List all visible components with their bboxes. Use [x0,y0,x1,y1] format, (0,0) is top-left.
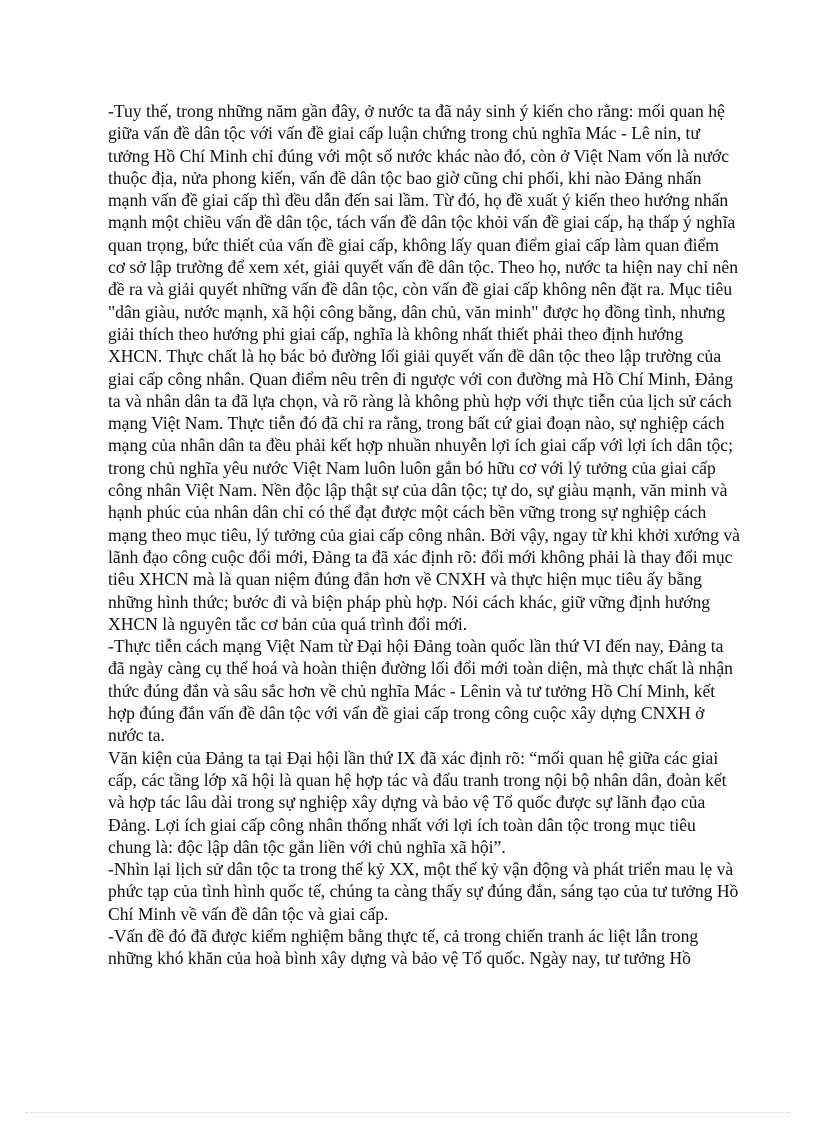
paragraph-4: -Nhìn lại lịch sử dân tộc ta trong thế kỷ XX, một thế kỷ vận động và phát triển mau lẹ và phức tạp của tình hình quốc tế, chúng ta càng thấy sự đúng đắn, sáng tạo của tư tưởng Hồ Chí Minh về vấn đề dân tộc và giai cấp. [108,859,739,924]
paragraph-2: -Thực tiễn cách mạng Việt Nam từ Đại hội Đảng toàn quốc lần thứ VI đến nay, Đảng ta đã ngày càng cụ thể hoá và hoàn thiện đường lối đổi mới toàn diện, mà thực chất là nhận thức đúng đắn và sâu sắc hơn về chủ nghĩa Mác - Lênin và tư tưởng Hồ Chí Minh, kết hợp đúng đắn vấn đề dân tộc với vấn đề giai cấp trong công cuộc xây dựng CNXH ở nước ta. [108,636,733,746]
page-bottom-divider [26,1112,790,1113]
paragraph-5: -Vấn đề đó đã được kiểm nghiệm bằng thực tế, cả trong chiến tranh ác liệt lẫn trong những khó khăn của hoà bình xây dựng và bảo vệ Tổ quốc. Ngày nay, tư tưởng Hồ [108,925,699,969]
paragraph-3: Văn kiện của Đảng ta tại Đại hội lần thứ IX đã xác định rõ: “mối quan hệ giữa các giai cấp, các tầng lớp xã hội là quan hệ hợp tác và đấu tranh trong nội bộ nhân dân, đoàn kết và hợp tác lâu dài trong sự nghiệp xây dựng và bảo vệ Tổ quốc được sự lãnh đạo của Đảng. Lợi ích giai cấp công nhân thống nhất với lợi ích toàn dân tộc trong mục tiêu chung là: độc lập dân tộc gắn liền với chủ nghĩa xã hội”. [108,747,727,857]
paragraph-1: -Tuy thế, trong những năm gần đây, ở nước ta đã nảy sinh ý kiến cho rằng: mối quan hệ giữa vấn đề dân tộc với vấn đề giai cấp luận chứng trong chủ nghĩa Mác - Lê nin, tư tưởng Hồ Chí Minh chỉ đúng với một số nước khác nào đó, còn ở Việt Nam vốn là nước thuộc địa, nửa phong kiến, vấn đề dân tộc bao giờ cũng chi phối, khi nào Đảng nhấn mạnh vấn đề giai cấp thì đều dẫn đến sai lầm. Từ đó, họ đề xuất ý kiến theo hướng nhấn mạnh một chiều vấn đề dân tộc, tách vấn đề dân tộc khỏi vấn đề giai cấp, hạ thấp ý nghĩa quan trọng, bức thiết của vấn đề giai cấp, không lấy quan điểm giai cấp làm quan điểm cơ sở lập trường để xem xét, giải quyết vấn đề dân tộc. Theo họ, nước ta hiện nay chỉ nên đề ra và giải quyết những vấn đề dân tộc, còn vấn đề giai cấp không nên đặt ra. Mục tiêu "dân giàu, nước mạnh, xã hội công bằng, dân chủ, văn minh" được họ đồng tình, nhưng giải thích theo hướng phi giai cấp, nghĩa là không nhất thiết phải theo định hướng XHCN. Thực chất là họ bác bỏ đường lối giải quyết vấn đề dân tộc theo lập trường của giai cấp công nhân. Quan điểm nêu trên đi ngược với con đường mà Hồ Chí Minh, Đảng ta và nhân dân ta đã lựa chọn, và rõ ràng là không phù hợp với thực tiễn của lịch sử cách mạng Việt Nam. Thực tiễn đó đã chỉ ra rằng, trong bất cứ giai đoạn nào, sự nghiệp cách mạng của nhân dân ta đều phải kết hợp nhuần nhuyễn lợi ích giai cấp với lợi ích dân tộc; trong chủ nghĩa yêu nước Việt Nam luôn luôn gắn bó hữu cơ với lý tưởng của giai cấp công nhân Việt Nam. Nền độc lập thật sự của dân tộc; tự do, sự giàu mạnh, văn minh và hạnh phúc của nhân dân chỉ có thể đạt được một cách bền vững trong sự nghiệp cách mạng theo mục tiêu, lý tưởng của giai cấp công nhân. Bởi vậy, ngay từ khi khởi xướng và lãnh đạo công cuộc đổi mới, Đảng ta đã xác định rõ: đổi mới không phải là thay đổi mục tiêu XHCN mà là quan niệm đúng đắn hơn về CNXH và thực hiện mục tiêu ấy bằng những hình thức; bước đi và biện pháp phù hợp. Nói cách khác, giữ vững định hướng XHCN là nguyên tắc cơ bản của quá trình đổi mới. [108,101,740,634]
document-body [108,100,740,970]
